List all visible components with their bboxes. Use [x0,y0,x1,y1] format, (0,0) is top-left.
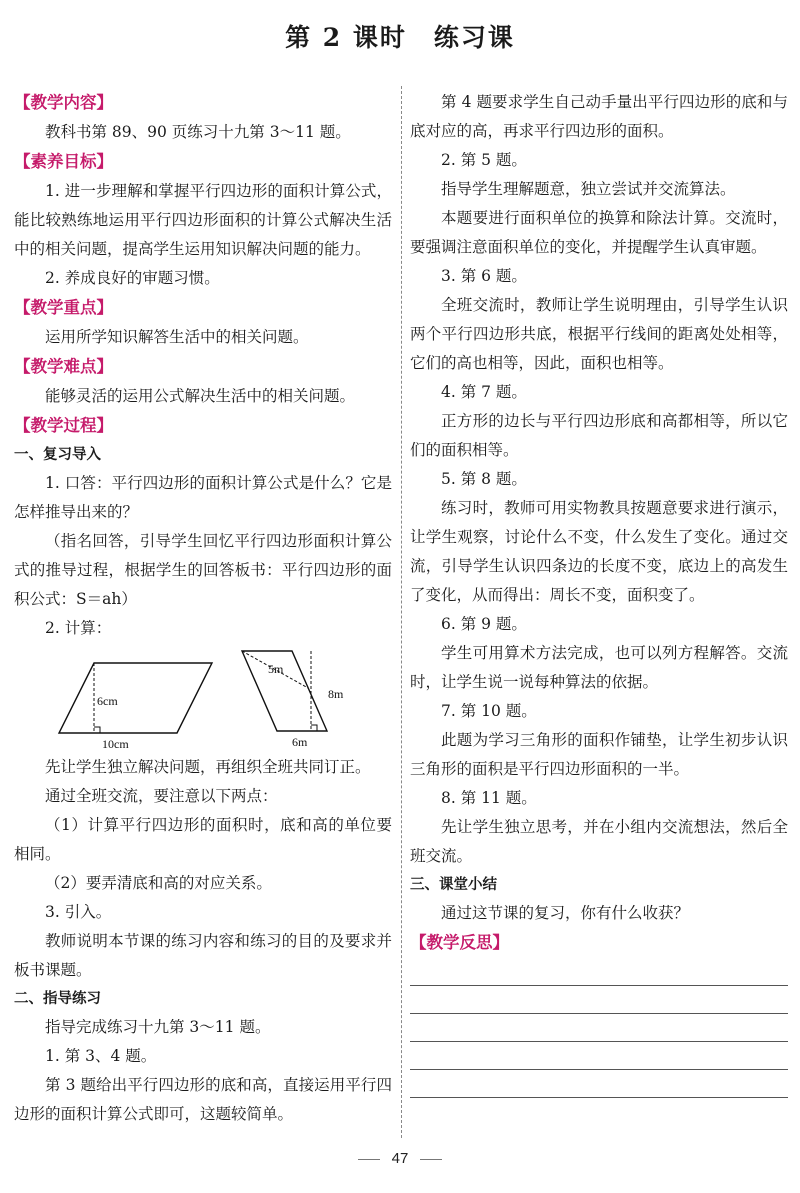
question-3: 3. 引入。 [45,903,112,921]
goal-1: 1. 进一步理解和掌握平行四边形的面积计算公式，能比较熟练地运用平行四边形面积的计算公式解决生活中的相关问题，提高学生运用知识解决问题的能力。 [14,182,392,258]
footer-dash-right [420,1159,442,1160]
item-5-text-b: 本题要进行面积单位的换算和除法计算。交流时，要强调注意面积单位的变化，并提醒学生认真审题。 [410,209,788,256]
reflection-line[interactable] [410,1097,788,1098]
process-tag: 【教学过程】 [14,416,113,435]
question-1: 1. 口答：平行四边形的面积计算公式是什么？它是怎样推导出来的？ [14,474,392,521]
question-1-note: （指名回答，引导学生回忆平行四边形面积计算公式的推导过程，根据学生的回答板书：平行四边形的面积公式：S＝ah） [14,532,392,608]
section-summary: 三、课堂小结 [410,877,497,893]
reflection-line[interactable] [410,1041,788,1042]
teaching-content-text: 教科书第 89、90 页练习十九第 3～11 题。 [45,123,351,141]
exchange-instruction: 通过全班交流，要注意以下两点： [45,787,278,805]
reflection-line[interactable] [410,1013,788,1014]
item-7: 4. 第 7 题。 [441,383,527,401]
difficult-point-text: 能够灵活的运用公式解决生活中的相关问题。 [45,387,356,405]
left-column [14,88,392,1129]
item-11: 8. 第 11 题。 [441,789,537,807]
goals-tag: 【素养目标】 [14,152,113,171]
item-8: 5. 第 8 题。 [441,470,527,488]
item-3-4: 1. 第 3、4 题。 [45,1047,157,1065]
point-1: （1）计算平行四边形的面积时，底和高的单位要相同。 [14,816,392,863]
figure-2-height-label: 8m [328,687,344,701]
summary-text: 通过这节课的复习，你有什么收获？ [441,904,690,922]
page-number-footer [0,1150,800,1167]
reflection-lines [410,985,788,1098]
item-3-4-text: 第 3 题给出平行四边形的底和高，直接运用平行四边形的面积计算公式即可，这题较简单。 [14,1076,392,1123]
column-divider [401,86,402,1138]
question-2: 2. 计算： [45,619,112,637]
section-guided-practice: 二、指导练习 [14,991,101,1007]
difficult-point-tag: 【教学难点】 [14,357,113,376]
item-9-text: 学生可用算术方法完成，也可以列方程解答。交流时，让学生说一说每种算法的依据。 [410,644,788,691]
figure-2-base-label: 6m [292,735,308,749]
item-4-text: 第 4 题要求学生自己动手量出平行四边形的底和与底对应的高，再求平行四边形的面积。 [410,93,788,140]
parallelogram-figure-2 [242,651,344,749]
item-9: 6. 第 9 题。 [441,615,527,633]
question-3-text: 教师说明本节课的练习内容和练习的目的及要求并板书课题。 [14,932,392,979]
key-point-text: 运用所学知识解答生活中的相关问题。 [45,328,309,346]
parallelogram-figure-1 [59,663,212,751]
item-11-text: 先让学生独立思考，并在小组内交流想法，然后全班交流。 [410,818,788,865]
right-column [410,88,788,1098]
parallelogram-figures [14,643,392,753]
point-2: （2）要弄清底和高的对应关系。 [45,874,272,892]
item-10: 7. 第 10 题。 [441,702,537,720]
item-5: 2. 第 5 题。 [441,151,527,169]
goal-2: 2. 养成良好的审题习惯。 [45,269,220,287]
item-10-text: 此题为学习三角形的面积作铺垫，让学生初步认识三角形的面积是平行四边形面积的一半。 [410,731,788,778]
section-review: 一、复习导入 [14,447,101,463]
figure-1-height-label: 6cm [97,694,118,708]
guide-text: 指导完成练习十九第 3～11 题。 [45,1018,271,1036]
teaching-content-tag: 【教学内容】 [14,93,113,112]
item-7-text: 正方形的边长与平行四边形底和高都相等，所以它们的面积相等。 [410,412,788,459]
footer-dash-left [358,1159,380,1160]
solve-instruction: 先让学生独立解决问题，再组织全班共同订正。 [45,758,371,776]
reflection-line[interactable] [410,985,788,986]
figure-2-side-label: 5m [268,662,284,676]
reflection-line[interactable] [410,1069,788,1070]
figure-1-base-label: 10cm [102,737,129,751]
item-6: 3. 第 6 题。 [441,267,527,285]
item-6-text: 全班交流时，教师让学生说明理由，引导学生认识两个平行四边形共底，根据平行线间的距离处处相等，它们的高也相等，因此，面积也相等。 [410,296,788,372]
item-8-text: 练习时，教师可用实物教具按题意要求进行演示，让学生观察，讨论什么不变，什么发生了变化。通过交流，引导学生认识四条边的长度不变，底边上的高发生了变化，从而得出：周长不变，面积变了。 [410,499,788,604]
item-5-text-a: 指导学生理解题意，独立尝试并交流算法。 [441,180,736,198]
page-number: 47 [391,1150,409,1167]
page-title: 第 2 课时 练习课 [285,23,515,52]
reflection-tag: 【教学反思】 [410,933,509,952]
key-point-tag: 【教学重点】 [14,298,113,317]
